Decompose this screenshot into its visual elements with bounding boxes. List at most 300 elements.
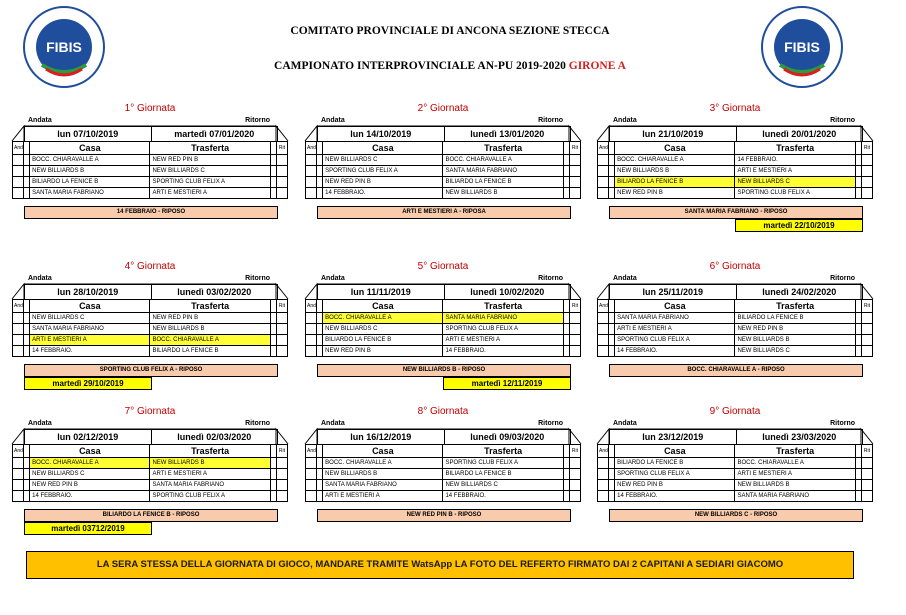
match-row [13,166,288,177]
andata-result-cell [598,491,609,502]
ritorno-date: martedì 07/01/2020 [174,129,255,139]
andata-result-cell [306,188,317,199]
championship-title [180,60,720,72]
ritorno-label: Ritorno [538,275,563,282]
casa-header: Casa [30,142,150,155]
andata-result-cell [306,491,317,502]
away-team: BOCC. CHIARAVALLE A [150,335,270,346]
home-team: NEW RED PIN B [323,177,443,188]
home-team: BOCC. CHIARAVALLE A [30,155,150,166]
match-row [306,469,581,480]
ritorno-result-cell [861,458,872,469]
home-team: ARTI E MESTIERI A [323,491,443,502]
home-team: BOCC. CHIARAVALLE A [30,458,150,469]
away-team: SPORTING CLUB FELIX A [735,188,855,199]
away-team: BOCC. CHIARAVALLE A [443,155,563,166]
ritorno-result-cell [861,313,872,324]
away-team: 14 FEBBRAIO. [735,155,855,166]
table-header [13,300,288,313]
andata-label: Andata [613,420,637,427]
ritorno-result-cell [861,155,872,166]
ritorno-result-cell [861,188,872,199]
trasferta-header: Trasferta [150,142,270,155]
ritorno-result-cell [276,458,287,469]
round-title: 3° Giornata [709,103,761,114]
ritorno-date: lunedì 24/02/2020 [762,287,837,297]
ritorno-result-cell [569,166,580,177]
home-team: SANTA MARIA FABRIANO [30,188,150,199]
andata-result-cell [598,313,609,324]
match-row [598,469,873,480]
away-team: NEW RED PIN B [735,324,855,335]
ritorno-label: Ritorno [245,275,270,282]
round-dates [24,126,278,142]
home-team: BILIARDO LA FENICE B [615,177,735,188]
matches-table [12,299,288,357]
rit-header: Rit [861,300,872,313]
andata-result-cell [306,177,317,188]
match-row [598,480,873,491]
andata-date: lun 14/10/2019 [318,127,445,142]
home-team: BOCC. CHIARAVALLE A [323,313,443,324]
resting-team: BILIARDO LA FENICE B - RIPOSO [24,509,278,522]
ritorno-result-cell [276,469,287,480]
round-dates [609,126,863,142]
match-row [306,491,581,502]
match-row [598,177,873,188]
ritorno-label: Ritorno [830,420,855,427]
table-header [306,300,581,313]
match-row [13,491,288,502]
away-team: ARTI E MESTIERI A [150,188,270,199]
resting-team: NEW RED PIN B - RIPOSO [317,509,571,522]
andata-result-cell [598,480,609,491]
andata-label: Andata [28,420,52,427]
andata-date: lun 25/11/2019 [610,285,737,300]
ritorno-result-cell [569,177,580,188]
home-team: BOCC. CHIARAVALLE A [615,155,735,166]
andata-result-cell [598,346,609,357]
andata-result-cell [306,166,317,177]
match-row [598,335,873,346]
match-row [598,458,873,469]
casa-header: Casa [615,300,735,313]
away-team: BILIARDO LA FENICE B [150,346,270,357]
home-team: NEW RED PIN B [615,188,735,199]
andata-label: Andata [321,117,345,124]
table-header [306,142,581,155]
away-team: NEW RED PIN B [150,155,270,166]
and-header: And [598,445,609,458]
andata-result-cell [13,480,24,491]
match-row [598,188,873,199]
andata-date: lun 16/12/2019 [318,430,445,445]
ritorno-date: lunedì 23/03/2020 [762,432,837,442]
casa-header: Casa [323,142,443,155]
ritorno-result-cell [276,491,287,502]
andata-label: Andata [28,275,52,282]
round-dates [24,429,278,445]
andata-result-cell [306,458,317,469]
andata-date: lun 28/10/2019 [25,285,152,300]
trasferta-header: Trasferta [443,300,563,313]
match-row [598,324,873,335]
home-team: ARTI E MESTIERI A [615,324,735,335]
rit-header: Rit [276,445,287,458]
andata-label: Andata [321,420,345,427]
resting-team: SANTA MARIA FABRIANO - RIPOSO [609,206,863,219]
ritorno-result-cell [569,313,580,324]
andata-date: lun 23/12/2019 [610,430,737,445]
round-dates [609,284,863,300]
round-dates [24,284,278,300]
match-row [306,166,581,177]
ritorno-result-cell [276,335,287,346]
away-team: NEW BILLIARDS C [443,480,563,491]
match-row [306,313,581,324]
casa-header: Casa [323,300,443,313]
away-team: ARTI E MESTIERI A [443,335,563,346]
and-header: And [306,445,317,458]
ritorno-result-cell [276,155,287,166]
recovery-date: martedì 29/10/2019 [24,377,152,390]
home-team: NEW BILLIARDS C [323,324,443,335]
match-row [598,346,873,357]
andata-result-cell [13,177,24,188]
andata-result-cell [13,491,24,502]
andata-result-cell [13,335,24,346]
resting-team: 14 FEBBRAIO - RIPOSO [24,206,278,219]
matches-table [305,299,581,357]
match-row [13,458,288,469]
home-team: SANTA MARIA FABRIANO [30,324,150,335]
match-row [306,155,581,166]
home-team: 14 FEBBRAIO. [615,346,735,357]
and-header: And [306,300,317,313]
andata-result-cell [598,177,609,188]
fibis-logo-right [760,5,844,89]
home-team: SPORTING CLUB FELIX A [615,335,735,346]
resting-team: SPORTING CLUB FELIX A - RIPOSO [24,364,278,377]
away-team: NEW BILLIARDS B [443,188,563,199]
matches-table [12,444,288,502]
andata-label: Andata [613,275,637,282]
andata-date: lun 11/11/2019 [318,285,445,300]
match-row [13,324,288,335]
ritorno-result-cell [276,166,287,177]
away-team: SANTA MARIA FABRIANO [150,480,270,491]
matches-table [305,141,581,199]
andata-result-cell [598,188,609,199]
rit-header: Rit [861,142,872,155]
committee-title: COMITATO PROVINCIALE DI ANCONA SEZIONE STECCA [290,25,610,37]
match-row [13,335,288,346]
home-team: NEW BILLIARDS B [30,166,150,177]
home-team: 14 FEBBRAIO. [30,491,150,502]
away-team: BILIARDO LA FENICE B [443,469,563,480]
ritorno-result-cell [861,177,872,188]
away-team: 14 FEBBRAIO. [443,491,563,502]
and-header: And [598,300,609,313]
recovery-date: martedì 22/10/2019 [735,219,863,232]
away-team: SPORTING CLUB FELIX A [150,177,270,188]
table-header [13,142,288,155]
home-team: SPORTING CLUB FELIX A [615,469,735,480]
andata-result-cell [598,335,609,346]
table-header [598,445,873,458]
round-title: 7° Giornata [124,406,176,417]
andata-result-cell [598,324,609,335]
table-header [13,445,288,458]
trasferta-header: Trasferta [150,445,270,458]
round-title: 4° Giornata [124,261,176,272]
round-title: 6° Giornata [709,261,761,272]
home-team: 14 FEBBRAIO. [30,346,150,357]
away-team: BILIARDO LA FENICE B [443,177,563,188]
trasferta-header: Trasferta [443,445,563,458]
home-team: NEW BILLIARDS C [323,155,443,166]
ritorno-result-cell [861,480,872,491]
rit-header: Rit [569,300,580,313]
away-team: SANTA MARIA FABRIANO [735,491,855,502]
resting-team: ARTI E MESTIERI A - RIPOSA [317,206,571,219]
casa-header: Casa [615,142,735,155]
andata-result-cell [598,155,609,166]
resting-team: NEW BILLIARDS C - RIPOSO [609,509,863,522]
round-dates [609,429,863,445]
matches-table [597,141,873,199]
and-header: And [13,142,24,155]
trasferta-header: Trasferta [735,445,855,458]
away-team: BOCC. CHIARAVALLE A [735,458,855,469]
trasferta-header: Trasferta [735,300,855,313]
andata-date: lun 02/12/2019 [25,430,152,445]
rit-header: Rit [569,142,580,155]
andata-result-cell [13,346,24,357]
away-team: NEW BILLIARDS B [735,335,855,346]
andata-label: Andata [28,117,52,124]
ritorno-result-cell [569,335,580,346]
ritorno-label: Ritorno [538,420,563,427]
recovery-date: martedì 12/11/2019 [443,377,571,390]
match-row [306,458,581,469]
resting-team: NEW BILLIARDS B - RIPOSO [317,364,571,377]
home-team: BILIARDO LA FENICE B [30,177,150,188]
round-title: 8° Giornata [417,406,469,417]
and-header: And [13,445,24,458]
away-team: NEW BILLIARDS B [150,324,270,335]
away-team: NEW BILLIARDS B [735,480,855,491]
away-team: NEW BILLIARDS B [150,458,270,469]
round-title: 2° Giornata [417,103,469,114]
rit-header: Rit [276,142,287,155]
away-team: SANTA MARIA FABRIANO [443,313,563,324]
home-team: BILIARDO LA FENICE B [615,458,735,469]
table-header [306,445,581,458]
ritorno-result-cell [276,324,287,335]
away-team: SPORTING CLUB FELIX A [443,324,563,335]
away-team: NEW BILLIARDS C [150,166,270,177]
and-header: And [13,300,24,313]
match-row [13,346,288,357]
ritorno-result-cell [276,346,287,357]
ritorno-result-cell [861,469,872,480]
andata-label: Andata [613,117,637,124]
ritorno-date: lunedì 13/01/2020 [470,129,545,139]
andata-result-cell [306,469,317,480]
andata-result-cell [306,335,317,346]
match-row [306,480,581,491]
match-row [306,335,581,346]
ritorno-result-cell [569,480,580,491]
andata-label: Andata [321,275,345,282]
away-team: NEW RED PIN B [150,313,270,324]
resting-team: BOCC. CHIARAVALLE A - RIPOSO [609,364,863,377]
match-row [598,155,873,166]
rit-header: Rit [569,445,580,458]
andata-result-cell [598,166,609,177]
away-team: SPORTING CLUB FELIX A [443,458,563,469]
home-team: ARTI E MESTIERI A [30,335,150,346]
ritorno-label: Ritorno [538,117,563,124]
away-team: ARTI E MESTIERI A [735,469,855,480]
logo-wordmark: FIBIS [784,39,820,55]
trasferta-header: Trasferta [150,300,270,313]
home-team: NEW BILLIARDS C [30,469,150,480]
casa-header: Casa [615,445,735,458]
rit-header: Rit [861,445,872,458]
match-row [598,166,873,177]
home-team: NEW RED PIN B [615,480,735,491]
home-team: BILIARDO LA FENICE B [323,335,443,346]
match-row [306,324,581,335]
casa-header: Casa [30,445,150,458]
matches-table [597,444,873,502]
ritorno-result-cell [276,177,287,188]
andata-result-cell [13,469,24,480]
round-title: 9° Giornata [709,406,761,417]
ritorno-result-cell [569,346,580,357]
matches-table [12,141,288,199]
home-team: NEW BILLIARDS B [615,166,735,177]
ritorno-date: lunedì 09/03/2020 [470,432,545,442]
ritorno-result-cell [276,313,287,324]
away-team: ARTI E MESTIERI A [735,166,855,177]
casa-header: Casa [323,445,443,458]
ritorno-result-cell [861,166,872,177]
andata-date: lun 07/10/2019 [25,127,152,142]
logo-wordmark: FIBIS [46,39,82,55]
match-row [306,346,581,357]
ritorno-label: Ritorno [245,420,270,427]
andata-result-cell [13,166,24,177]
andata-result-cell [13,313,24,324]
andata-result-cell [306,313,317,324]
andata-result-cell [306,480,317,491]
andata-result-cell [306,324,317,335]
home-team: SPORTING CLUB FELIX A [323,166,443,177]
andata-result-cell [598,469,609,480]
championship-name: CAMPIONATO INTERPROVINCIALE AN-PU 2019-2020 [274,60,566,72]
away-team: 14 FEBBRAIO. [443,346,563,357]
match-row [13,188,288,199]
ritorno-result-cell [861,491,872,502]
round-dates [317,284,571,300]
ritorno-result-cell [569,491,580,502]
rit-header: Rit [276,300,287,313]
trasferta-header: Trasferta [735,142,855,155]
ritorno-result-cell [569,324,580,335]
ritorno-label: Ritorno [245,117,270,124]
home-team: NEW RED PIN B [323,346,443,357]
ritorno-result-cell [861,346,872,357]
match-row [306,188,581,199]
ritorno-result-cell [276,188,287,199]
ritorno-date: lunedì 20/01/2020 [762,129,837,139]
matches-table [305,444,581,502]
away-team: SPORTING CLUB FELIX A [150,491,270,502]
away-team: BILIARDO LA FENICE B [735,313,855,324]
andata-result-cell [13,188,24,199]
round-dates [317,126,571,142]
home-team: NEW BILLIARDS C [30,313,150,324]
match-row [13,313,288,324]
andata-result-cell [13,324,24,335]
home-team: NEW BILLIARDS B [323,469,443,480]
match-row [13,480,288,491]
trasferta-header: Trasferta [443,142,563,155]
round-title: 5° Giornata [417,261,469,272]
andata-date: lun 21/10/2019 [610,127,737,142]
ritorno-result-cell [569,155,580,166]
ritorno-result-cell [569,458,580,469]
home-team: 14 FEBBRAIO. [323,188,443,199]
round-dates [317,429,571,445]
fibis-logo-left [22,5,106,89]
home-team: SANTA MARIA FABRIANO [323,480,443,491]
round-title: 1° Giornata [124,103,176,114]
ritorno-label: Ritorno [830,275,855,282]
ritorno-result-cell [276,480,287,491]
match-row [306,177,581,188]
match-row [598,313,873,324]
ritorno-date: lunedì 03/02/2020 [177,287,252,297]
match-row [13,155,288,166]
andata-result-cell [306,346,317,357]
away-team: NEW BILLIARDS C [735,346,855,357]
recovery-date: martedì 03712/2019 [24,522,152,535]
match-row [598,491,873,502]
home-team: 14 FEBBRAIO. [615,491,735,502]
ritorno-result-cell [861,335,872,346]
away-team: NEW BILLIARDS C [735,177,855,188]
home-team: SANTA MARIA FABRIANO [615,313,735,324]
away-team: ARTI E MESTIERI A [150,469,270,480]
andata-result-cell [306,155,317,166]
home-team: NEW RED PIN B [30,480,150,491]
ritorno-label: Ritorno [830,117,855,124]
instruction-banner: LA SERA STESSA DELLA GIORNATA DI GIOCO, MANDARE TRAMITE WatsApp LA FOTO DEL REFERTO FIRMATO DAI 2 CAPITANI A SEDIARI GIACOMO [26,551,854,579]
ritorno-date: lunedì 02/03/2020 [177,432,252,442]
matches-table [597,299,873,357]
away-team: SANTA MARIA FABRIANO [443,166,563,177]
ritorno-result-cell [861,324,872,335]
table-header [598,142,873,155]
and-header: And [306,142,317,155]
casa-header: Casa [30,300,150,313]
table-header [598,300,873,313]
home-team: BOCC. CHIARAVALLE A [323,458,443,469]
